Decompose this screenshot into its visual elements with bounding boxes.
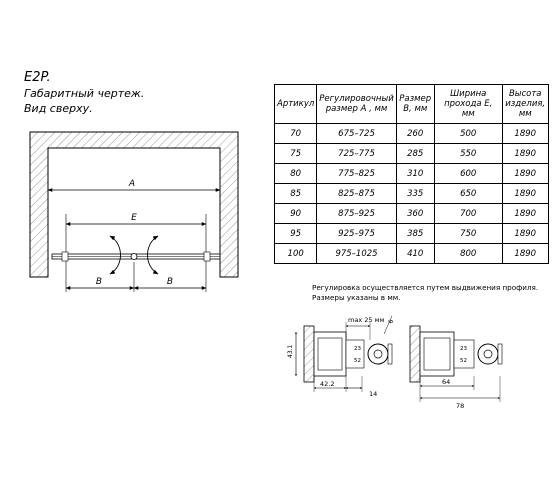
table-cell: 800 <box>434 244 502 264</box>
table-cell: 90 <box>275 204 317 224</box>
profile-wall-left <box>304 326 314 382</box>
table-cell: 925–975 <box>317 224 396 244</box>
profile-right <box>420 332 502 376</box>
table-cell: 550 <box>434 144 502 164</box>
table-cell: 80 <box>275 164 317 184</box>
table-cell: 1890 <box>502 124 548 144</box>
label-b-left: B <box>95 277 103 287</box>
table-cell: 385 <box>396 224 434 244</box>
table-cell: 875–925 <box>317 204 396 224</box>
table-cell: 1890 <box>502 204 548 224</box>
header-passage-width: Ширина прохода Е, мм <box>434 85 502 124</box>
table-cell: 95 <box>275 224 317 244</box>
table-cell: 1890 <box>502 244 548 264</box>
adjustment-note <box>312 283 538 303</box>
table-cell: 600 <box>434 164 502 184</box>
table-row <box>275 204 549 224</box>
table-cell: 1890 <box>502 164 548 184</box>
dim-52-right: 52 <box>460 358 467 364</box>
model-title: E2P. <box>24 70 51 85</box>
dim-43-1: 43.1 <box>287 344 294 358</box>
table-cell: 100 <box>275 244 317 264</box>
table-cell: 260 <box>396 124 434 144</box>
table-cell: 85 <box>275 184 317 204</box>
note-line-1: Регулировка осуществляется путем выдвижения профиля. <box>312 283 539 292</box>
header-article: Артикул <box>275 85 317 124</box>
table-cell: 975–1025 <box>317 244 396 264</box>
table-cell: 775–825 <box>317 164 396 184</box>
header-height: Высота изделия, мм <box>502 85 548 124</box>
dimension-a <box>48 179 220 190</box>
note-line-2: Размеры указаны в мм. <box>312 293 401 302</box>
door-rail <box>52 252 220 261</box>
table-cell: 1890 <box>502 144 548 164</box>
table-cell: 675–725 <box>317 124 396 144</box>
header-size-b: Размер В, мм <box>396 85 434 124</box>
table-row <box>275 244 549 264</box>
table-cell: 750 <box>434 224 502 244</box>
dim-52-left: 52 <box>354 358 361 364</box>
dim-42-2: 42.2 <box>320 380 335 388</box>
table-cell: 1890 <box>502 224 548 244</box>
profile-left <box>314 332 392 376</box>
glass-label: 6 <box>387 318 396 325</box>
profile-wall-right <box>410 326 420 382</box>
table-row <box>275 144 549 164</box>
table-cell: 310 <box>396 164 434 184</box>
table-cell: 410 <box>396 244 434 264</box>
table-cell: 285 <box>396 144 434 164</box>
table-cell: 75 <box>275 144 317 164</box>
table-cell: 70 <box>275 124 317 144</box>
dim-64: 64 <box>442 378 451 386</box>
label-e: E <box>131 213 137 223</box>
dim-14: 14 <box>369 390 378 398</box>
label-a: A <box>128 179 136 189</box>
table-header-row <box>275 85 549 124</box>
table-cell: 500 <box>434 124 502 144</box>
table-row <box>275 184 549 204</box>
title-block <box>24 70 144 116</box>
table-cell: 335 <box>396 184 434 204</box>
dim-23-right: 23 <box>460 346 467 352</box>
max-label: max 25 мм <box>348 316 385 324</box>
drawing-subtitle-2: Вид сверху. <box>24 102 93 115</box>
table-cell: 825–875 <box>317 184 396 204</box>
spec-table <box>274 84 549 264</box>
table-cell: 650 <box>434 184 502 204</box>
table-row <box>275 224 549 244</box>
label-b-right: B <box>166 277 174 287</box>
dim-78: 78 <box>456 402 465 410</box>
table-row <box>275 124 549 144</box>
plan-view <box>30 132 238 292</box>
profile-detail <box>287 316 502 410</box>
table-row <box>275 164 549 184</box>
table-cell: 360 <box>396 204 434 224</box>
table-cell: 700 <box>434 204 502 224</box>
table-cell: 1890 <box>502 184 548 204</box>
header-adjust-size: Регулировочный размер А , мм <box>317 85 396 124</box>
dim-23-left: 23 <box>354 346 361 352</box>
table-cell: 725–775 <box>317 144 396 164</box>
drawing-subtitle-1: Габаритный чертеж. <box>24 87 145 100</box>
dimension-b <box>66 262 206 292</box>
